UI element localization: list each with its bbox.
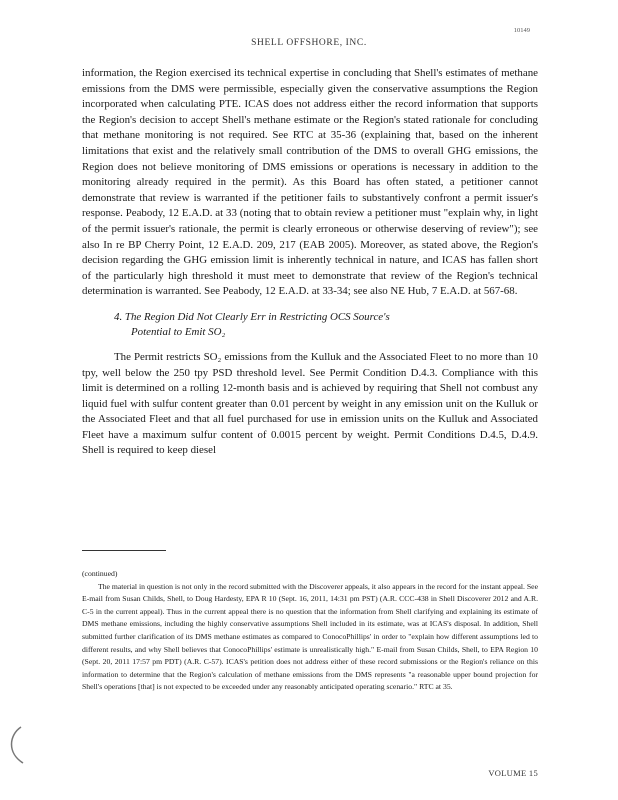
- footnote-body: The material in question is not only in the record submitted with the Discoverer appeals, it also appears in the record for the instant appeal. See E-mail from Susan Childs, Shell, to Doug Hardesty, EPA R 10 (Sept. 16, 2011, 14:31 pm PST) (A.R. CCC-438 in Shell Discoverer 2012 and A.R. C-5 in the current appeal). Thus in the current appeal there is no question that the information from Shell clarifying and explaining its estimate of DMS methane emissions, including the highly conservative assumptions Shell included in its estimate, was at ICAS's disposal. In addition, Shell submitted further clarification of its DMS methane estimates as compared to ConocoPhillips' in order to "explain how different assumptions led to different results, and why Shell believes that ConocoPhillips' estimate is unrealistically high." E-mail from Susan Childs, Shell, to EPA Region 10 (Sept. 20, 2011 17:57 pm PDT) (A.R. C-57). ICAS's petition does not address either of these record submissions or the Region's reliance on this information to determine that the Region's calculation of methane emissions from the DMS represents "a reasonable upper bound projection for Shell's operations [that] is not expected to be exceeded under any reasonably anticipated operating scenario." RTC at 35.: [82, 581, 538, 692]
- footnote-rule: [82, 550, 166, 551]
- footnote-text: [82, 581, 538, 694]
- section-heading: [114, 310, 538, 340]
- section-heading-line-1: 4. The Region Did Not Clearly Err in Restricting OCS Source's: [114, 310, 390, 323]
- footnote: [82, 568, 538, 694]
- scan-artifact-icon: [5, 725, 27, 765]
- footnote-continued-label: (continued): [82, 569, 118, 578]
- section-heading-line-2: Potential to Emit SO₂: [131, 325, 226, 338]
- running-header: SHELL OFFSHORE, INC.: [251, 38, 367, 48]
- main-text: [82, 66, 538, 459]
- paragraph-1: information, the Region exercised its technical expertise in concluding that Shell's estimates of methane emissions from the DMS were permissible, especially given the conservative assumptions the Region incorporated when calculating PTE. ICAS does not address either the record information that supports the Region's decision to accept Shell's methane estimate or the Region's stated rationale for concluding that methane monitoring is not required. See RTC at 35-36 (explaining that, based on the inherent limitations that exist and the relatively small contribution of the DMS to overall GHG emissions, the Region does not believe monitoring of DMS emissions or operations is necessary in addition to the monitoring already required in the permit). As this Board has often stated, a petitioner cannot demonstrate that review is warranted if the petitioner fails to substantively confront a permit issuer's response. Peabody, 12 E.A.D. at 33 (noting that to obtain review a petitioner must "explain why, in light of the permit issuer's rationale, the permit is clearly erroneous or otherwise deserving of review"); see also In re BP Cherry Point, 12 E.A.D. 209, 217 (EAB 2005). Moreover, as stated above, the Region's decision regarding the GHG emission limit is inherently technical in nature, and ICAS has fallen short of the particularly high threshold it must meet to demonstrate that review of the Region's technical determination is warranted. See Peabody, 12 E.A.D. at 33-34; see also NE Hub, 7 E.A.D. at 567-68.: [82, 67, 538, 298]
- page-number: 10149: [513, 27, 530, 34]
- paragraph-2: [82, 350, 538, 459]
- volume-label: VOLUME 15: [488, 768, 538, 778]
- paragraph-2-text: The Permit restricts SO₂ emissions from the Kulluk and the Associated Fleet to no more than 10 tpy, well below the 250 tpy PSD threshold level. See Permit Condition D.4.3. Compliance with this limit is determined on a rolling 12-month basis and is achieved by requiring that Shell not combust any liquid fuel with sulfur content greater than 0.01 percent by weight in any emission unit on the Kulluk or the Associated Fleet and that all fuel purchased for use in emission units on the Kulluk and Associated Fleet have a maximum sulfur content of 0.0015 percent by weight. Permit Conditions D.4.5, D.4.9. Shell is required to keep diesel: [82, 350, 538, 457]
